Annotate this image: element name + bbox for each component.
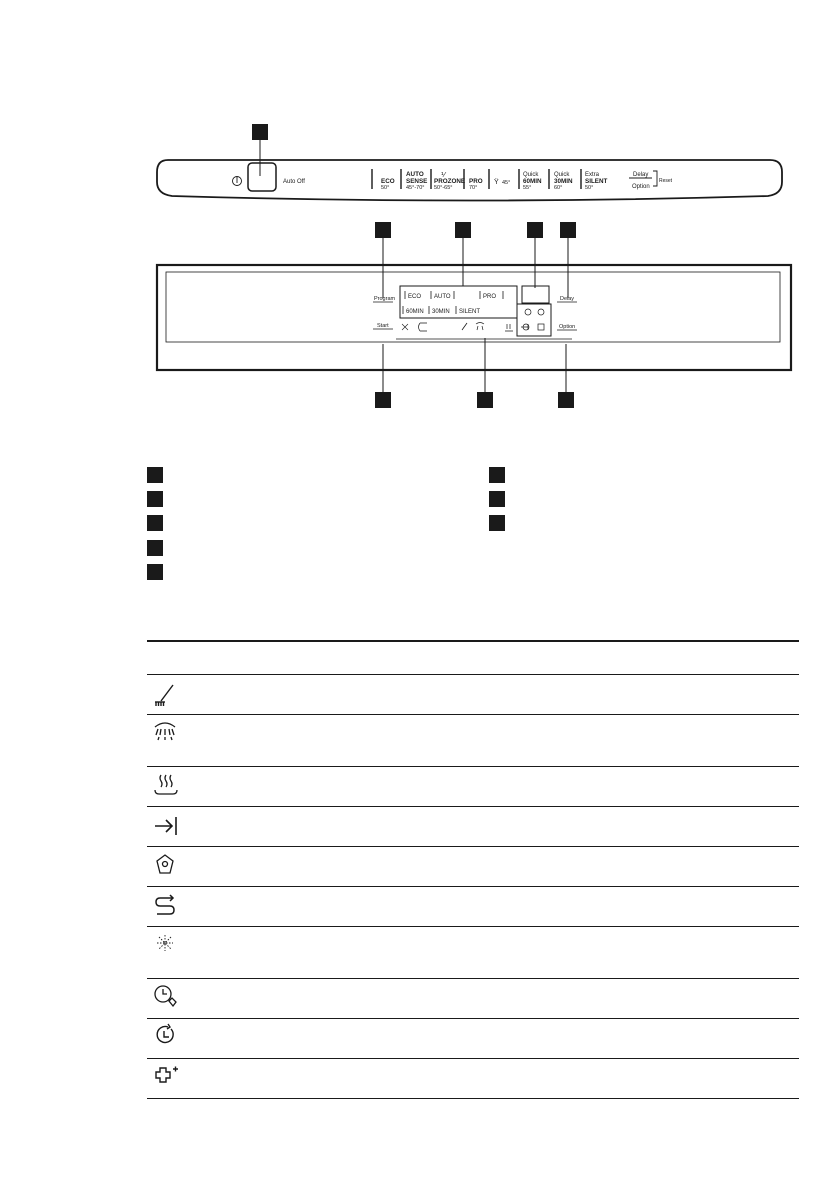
svg-text:SILENT: SILENT (459, 309, 481, 315)
arrow-to-bar-icon (151, 807, 181, 841)
timer-icon (151, 1019, 179, 1053)
svg-text:70°: 70° (469, 185, 478, 191)
svg-text:30MIN: 30MIN (554, 178, 573, 185)
svg-text:45°-70°: 45°-70° (406, 185, 425, 191)
svg-text:SILENT: SILENT (585, 178, 608, 185)
prozone-icon: ⅟ (441, 172, 445, 179)
spray-icon (151, 715, 179, 749)
svg-text:Extra: Extra (585, 172, 600, 178)
svg-text:50°: 50° (381, 185, 390, 191)
svg-text:50°-65°: 50°-65° (434, 185, 453, 191)
delay-button[interactable]: Delay (560, 296, 575, 302)
svg-text:50°: 50° (585, 185, 594, 191)
option-button-top[interactable]: Option (632, 184, 650, 190)
gear-plus-icon (151, 1059, 181, 1093)
table-header-row (147, 641, 799, 675)
table-row (147, 807, 799, 847)
tablet-icon (151, 847, 179, 881)
display-digits (522, 286, 549, 303)
svg-text:PRO: PRO (469, 178, 483, 185)
svg-text:30MIN: 30MIN (432, 309, 450, 315)
table-row (147, 675, 799, 715)
option-button[interactable]: Option (559, 324, 576, 330)
power-button (248, 163, 276, 191)
program-button[interactable]: Program (374, 296, 396, 302)
table-row (147, 887, 799, 927)
svg-text:AUTO: AUTO (434, 294, 451, 300)
svg-text:Quick: Quick (523, 172, 539, 178)
svg-text:AUTO: AUTO (406, 171, 424, 178)
svg-text:Quick: Quick (554, 172, 570, 178)
reset-label: Reset (659, 178, 673, 184)
svg-text:PROZONE: PROZONE (434, 178, 466, 185)
svg-text:60°: 60° (554, 185, 563, 191)
svg-text:ECO: ECO (381, 178, 395, 185)
rinse-cycle-icon (151, 887, 179, 921)
brush-icon (151, 675, 179, 709)
table-row (147, 979, 799, 1019)
table-row (147, 847, 799, 887)
heat-icon (151, 767, 181, 801)
svg-text:SENSE: SENSE (406, 178, 428, 185)
clock-hand-icon (151, 979, 179, 1013)
table-row (147, 1059, 799, 1099)
start-button[interactable]: Start (377, 323, 389, 329)
svg-text:ECO: ECO (408, 294, 422, 300)
symbols-table (147, 640, 799, 1099)
auto-off-label: Auto Off (283, 179, 305, 185)
svg-text:55°: 55° (523, 185, 532, 191)
svg-text:PRO: PRO (483, 294, 497, 300)
table-row (147, 1019, 799, 1059)
sparkle-icon (151, 927, 179, 961)
glass-icon: Ÿ (494, 179, 499, 186)
svg-text:60MIN: 60MIN (406, 309, 424, 315)
svg-text:45°: 45° (502, 180, 511, 186)
table-row (147, 715, 799, 767)
table-row (147, 767, 799, 807)
delay-button-top[interactable]: Delay (633, 172, 649, 178)
svg-text:60MIN: 60MIN (523, 178, 542, 185)
table-row (147, 927, 799, 979)
